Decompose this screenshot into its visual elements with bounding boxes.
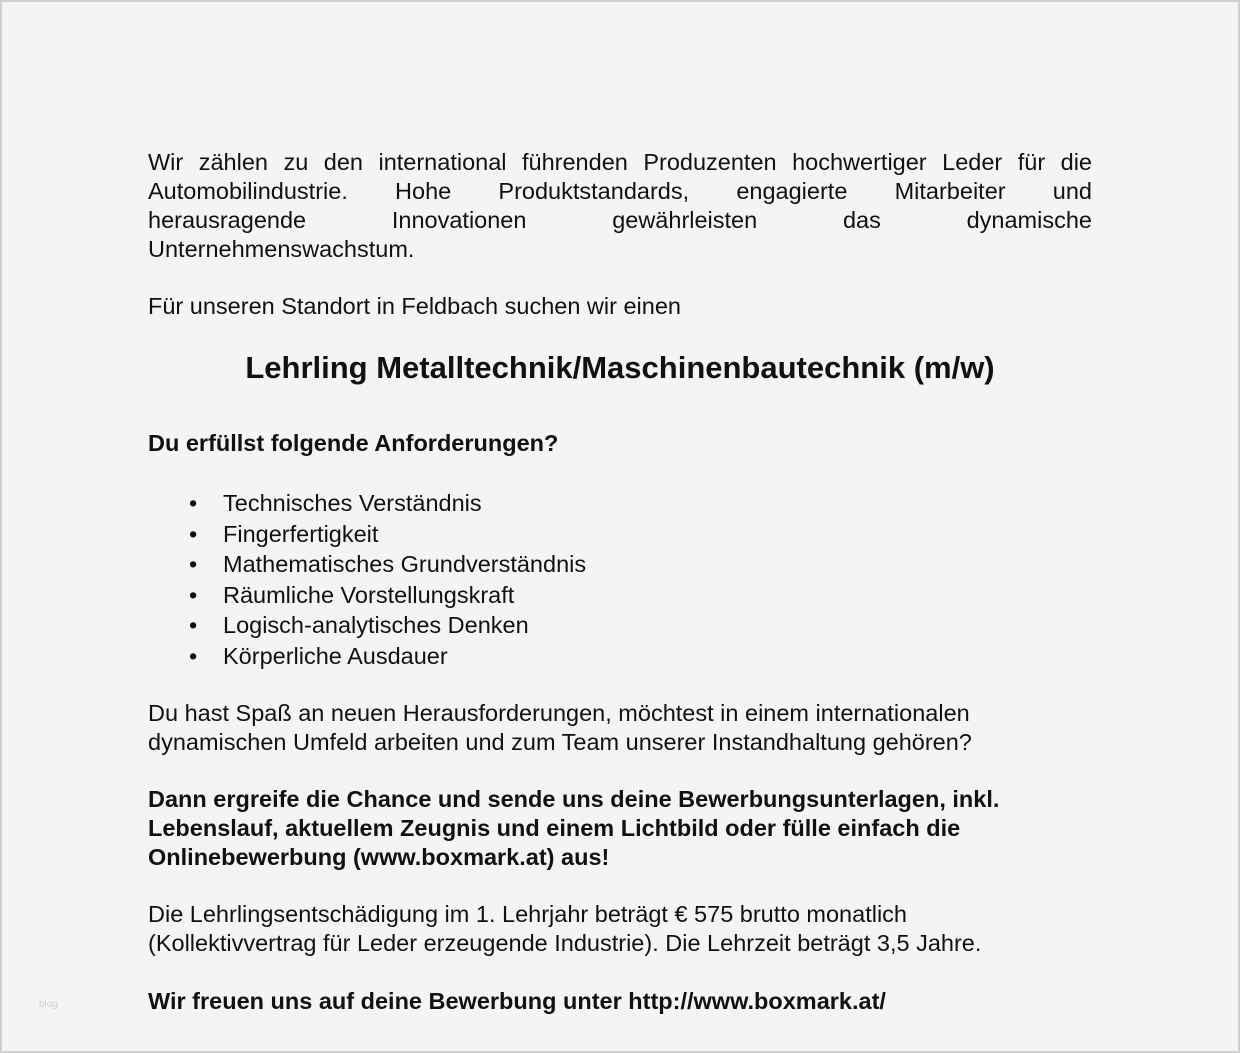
- cta-line: Onlinebewerbung (www.boxmark.at) aus!: [148, 844, 610, 870]
- cta-line: Dann ergreife die Chance und sende uns deine Bewerbungsunterlagen, inkl.: [148, 786, 1000, 812]
- bullet-icon: •: [189, 490, 198, 516]
- requirement-text: Körperliche Ausdauer: [223, 642, 448, 669]
- requirement-text: Fingerfertigkeit: [223, 520, 379, 547]
- intro-line: Wir zählen zu den international führenden Produzenten hochwertiger Leder für die: [148, 149, 1092, 175]
- salary-paragraph: [148, 900, 1092, 958]
- bullet-icon: •: [189, 551, 198, 577]
- list-item: [148, 580, 1092, 611]
- cta-line: Lebenslauf, aktuellem Zeugnis und einem Lichtbild oder fülle einfach die: [148, 815, 961, 841]
- location-text: Für unseren Standort in Feldbach suchen wir einen: [148, 293, 681, 319]
- requirement-text: Räumliche Vorstellungskraft: [223, 581, 515, 608]
- requirement-text: Technisches Verständnis: [223, 490, 482, 516]
- requirement-text: Mathematisches Grundverständnis: [223, 551, 587, 577]
- job-title: Lehrling Metalltechnik/Maschinenbautechnik (m/w): [245, 350, 995, 385]
- motivation-line: Du hast Spaß an neuen Herausforderungen, möchtest in einem internationalen: [148, 700, 970, 726]
- call-to-action: [148, 785, 1092, 872]
- salary-line: (Kollektivvertrag für Leder erzeugende Industrie). Die Lehrzeit beträgt 3,5 Jahre.: [148, 930, 982, 956]
- intro-paragraph: [148, 148, 1092, 264]
- list-item: [148, 488, 1092, 519]
- salary-line: Die Lehrlingsentschädigung im 1. Lehrjahr beträgt € 575 brutto monatlich: [148, 901, 907, 927]
- watermark: blog: [39, 999, 58, 1010]
- requirements-heading: Du erfüllst folgende Anforderungen?: [148, 430, 559, 456]
- motivation-line: dynamischen Umfeld arbeiten und zum Team unserer Instandhaltung gehören?: [148, 729, 972, 755]
- motivation-paragraph: [148, 699, 1092, 757]
- bullet-icon: •: [189, 612, 198, 638]
- intro-line: Automobilindustrie. Hohe Produktstandards, engagierte Mitarbeiter und: [148, 178, 1092, 204]
- intro-line: herausragende Innovationen gewährleisten das dynamische: [148, 207, 1092, 233]
- list-item: [148, 519, 1092, 550]
- list-item: [148, 641, 1092, 672]
- requirement-text: Logisch-analytisches Denken: [223, 612, 529, 638]
- bullet-icon: •: [189, 581, 198, 608]
- bullet-icon: •: [189, 642, 198, 669]
- bullet-icon: •: [189, 520, 198, 547]
- list-item: [148, 610, 1092, 641]
- intro-line: Unternehmenswachstum.: [148, 236, 415, 262]
- list-item: [148, 549, 1092, 580]
- requirements-list: [148, 488, 1092, 671]
- closing-line: Wir freuen uns auf deine Bewerbung unter http://www.boxmark.at/: [148, 988, 886, 1014]
